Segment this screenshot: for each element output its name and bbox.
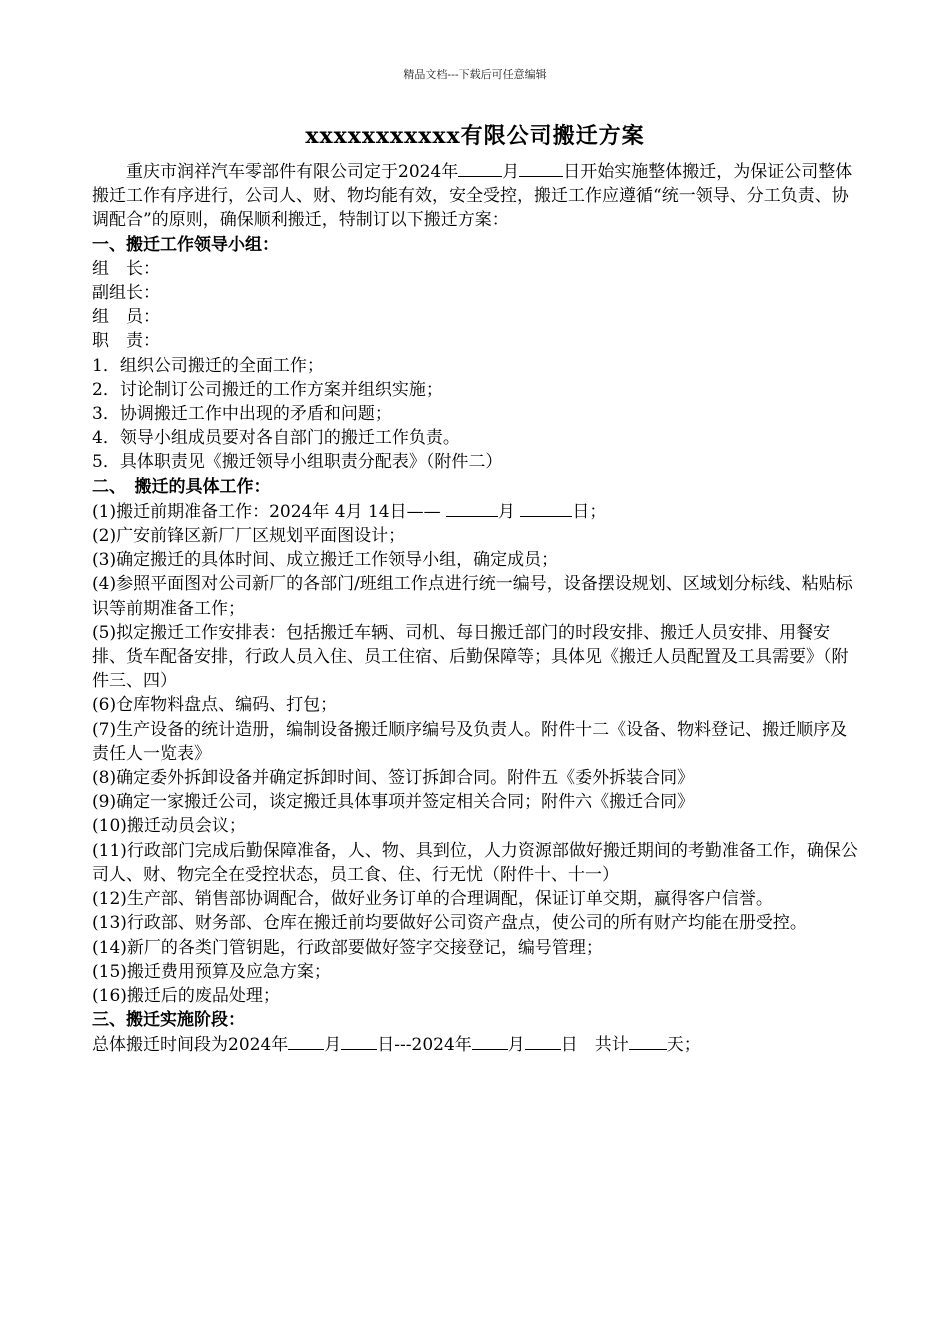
work-item: (7)生产设备的统计造册，编制设备搬迁顺序编号及负责人。附件十二《设备、物料登记、搬迁顺序及责任人一览表》: [92, 719, 848, 764]
work-item-1-month: 月: [498, 501, 516, 522]
work-item: (2)广安前锋区新厂厂区规划平面图设计；: [92, 526, 406, 547]
duty-item: 1．组织公司搬迁的全面工作；: [92, 355, 324, 376]
work-item: (3)确定搬迁的具体时间、成立搬迁工作领导小组，确定成员；: [92, 550, 559, 571]
duty-item: 3．协调搬迁工作中出现的矛盾和问题；: [92, 404, 392, 425]
blank-day: [341, 1032, 377, 1050]
schedule-text-5: 日 共计: [560, 1035, 629, 1056]
schedule-text-3: 日---2024年: [377, 1035, 472, 1056]
work-item: (4)参照平面图对公司新厂的各部门/班组工作点进行统一编号，设备摆设规划、区域划分标线、粘贴标识等前期准备工作；: [92, 574, 853, 619]
intro-text-1: 重庆市润祥汽车零部件有限公司定于2024年: [126, 162, 459, 182]
intro-text-2: 月: [502, 162, 520, 182]
schedule-text-2: 月: [324, 1035, 342, 1056]
page-header-note: 精品文档---下载后可任意编辑: [403, 68, 547, 81]
role-deputy-leader: 副组长：: [92, 283, 160, 304]
work-item: (9)确定一家搬迁公司，谈定搬迁具体事项并签定相关合同；附件六《搬迁合同》: [92, 792, 695, 813]
document-title: xxxxxxxxxxx有限公司搬迁方案: [305, 123, 645, 149]
blank-month: [472, 1032, 508, 1050]
role-members: 组 员：: [92, 307, 160, 328]
role-leader: 组 长：: [92, 258, 160, 279]
section2-heading: 二、 搬迁的具体工作：: [92, 476, 271, 497]
duty-item: 2．讨论制订公司搬迁的工作方案并组织实施；: [92, 379, 443, 400]
blank-day: [520, 499, 572, 517]
work-item-1-text: (1)搬迁前期准备工作：2024年 4月 14日——: [92, 501, 441, 522]
intro-text-3: 日开始实施整体搬迁，为保证公司整体搬迁工作有序进行，公司人、财、物均能有效，安全受控，搬迁工作应遵循“统一领导、分工负责、协调配合”的原则，确保顺利搬迁，特制订以下搬迁方案：: [92, 162, 853, 231]
duty-item: 5．具体职责见《搬迁领导小组职责分配表》（附件二）: [92, 452, 503, 473]
blank-month: [458, 159, 502, 177]
work-item: (15)搬迁费用预算及应急方案；: [92, 961, 331, 982]
schedule-text-1: 总体搬迁时间段为2024年: [92, 1035, 289, 1056]
work-item-1-day: 日；: [572, 501, 607, 522]
work-item: (13)行政部、财务部、仓库在搬迁前均要做好公司资产盘点，使公司的所有财产均能在册受控。: [92, 913, 807, 934]
blank-days: [629, 1032, 667, 1050]
blank-month: [446, 499, 498, 517]
schedule-text-4: 月: [507, 1035, 525, 1056]
schedule-line: [92, 1032, 862, 1057]
work-item: (11)行政部门完成后勤保障准备，人、物、具到位，人力资源部做好搬迁期间的考勤准备工作，确保公司人、财、物完全在受控状态，员工食、住、行无忧（附件十、十一）: [92, 840, 858, 885]
section1-heading: 一、搬迁工作领导小组：: [92, 234, 279, 255]
blank-day: [525, 1032, 561, 1050]
intro-paragraph: [92, 159, 862, 233]
work-item: (16)搬迁后的废品处理；: [92, 985, 280, 1006]
role-duties: 职 责：: [92, 331, 160, 352]
work-item-1: [92, 499, 862, 524]
work-item: (5)拟定搬迁工作安排表：包括搬迁车辆、司机、每日搬迁部门的时段安排、搬迁人员安排、用餐安排、货车配备安排，行政人员入住、员工住宿、后勤保障等；具体见《搬迁人员配置及工具需要》（附件三、四）: [92, 622, 849, 692]
schedule-text-6: 天；: [666, 1035, 701, 1056]
duty-item: 4．领导小组成员要对各自部门的搬迁工作负责。: [92, 428, 460, 449]
work-item: (12)生产部、销售部协调配合，做好业务订单的合理调配，保证订单交期，赢得客户信誉。: [92, 889, 773, 910]
blank-day: [519, 159, 563, 177]
work-item: (10)搬迁动员会议；: [92, 816, 246, 837]
work-item: (6)仓库物料盘点、编码、打包；: [92, 695, 338, 716]
work-item: (8)确定委外拆卸设备并确定拆卸时间、签订拆卸合同。附件五《委外拆装合同》: [92, 768, 695, 789]
blank-month: [288, 1032, 324, 1050]
work-item: (14)新厂的各类门管钥匙，行政部要做好签字交接登记，编号管理；: [92, 937, 603, 958]
section3-heading: 三、搬迁实施阶段：: [92, 1010, 245, 1031]
document-body: [92, 159, 862, 1058]
